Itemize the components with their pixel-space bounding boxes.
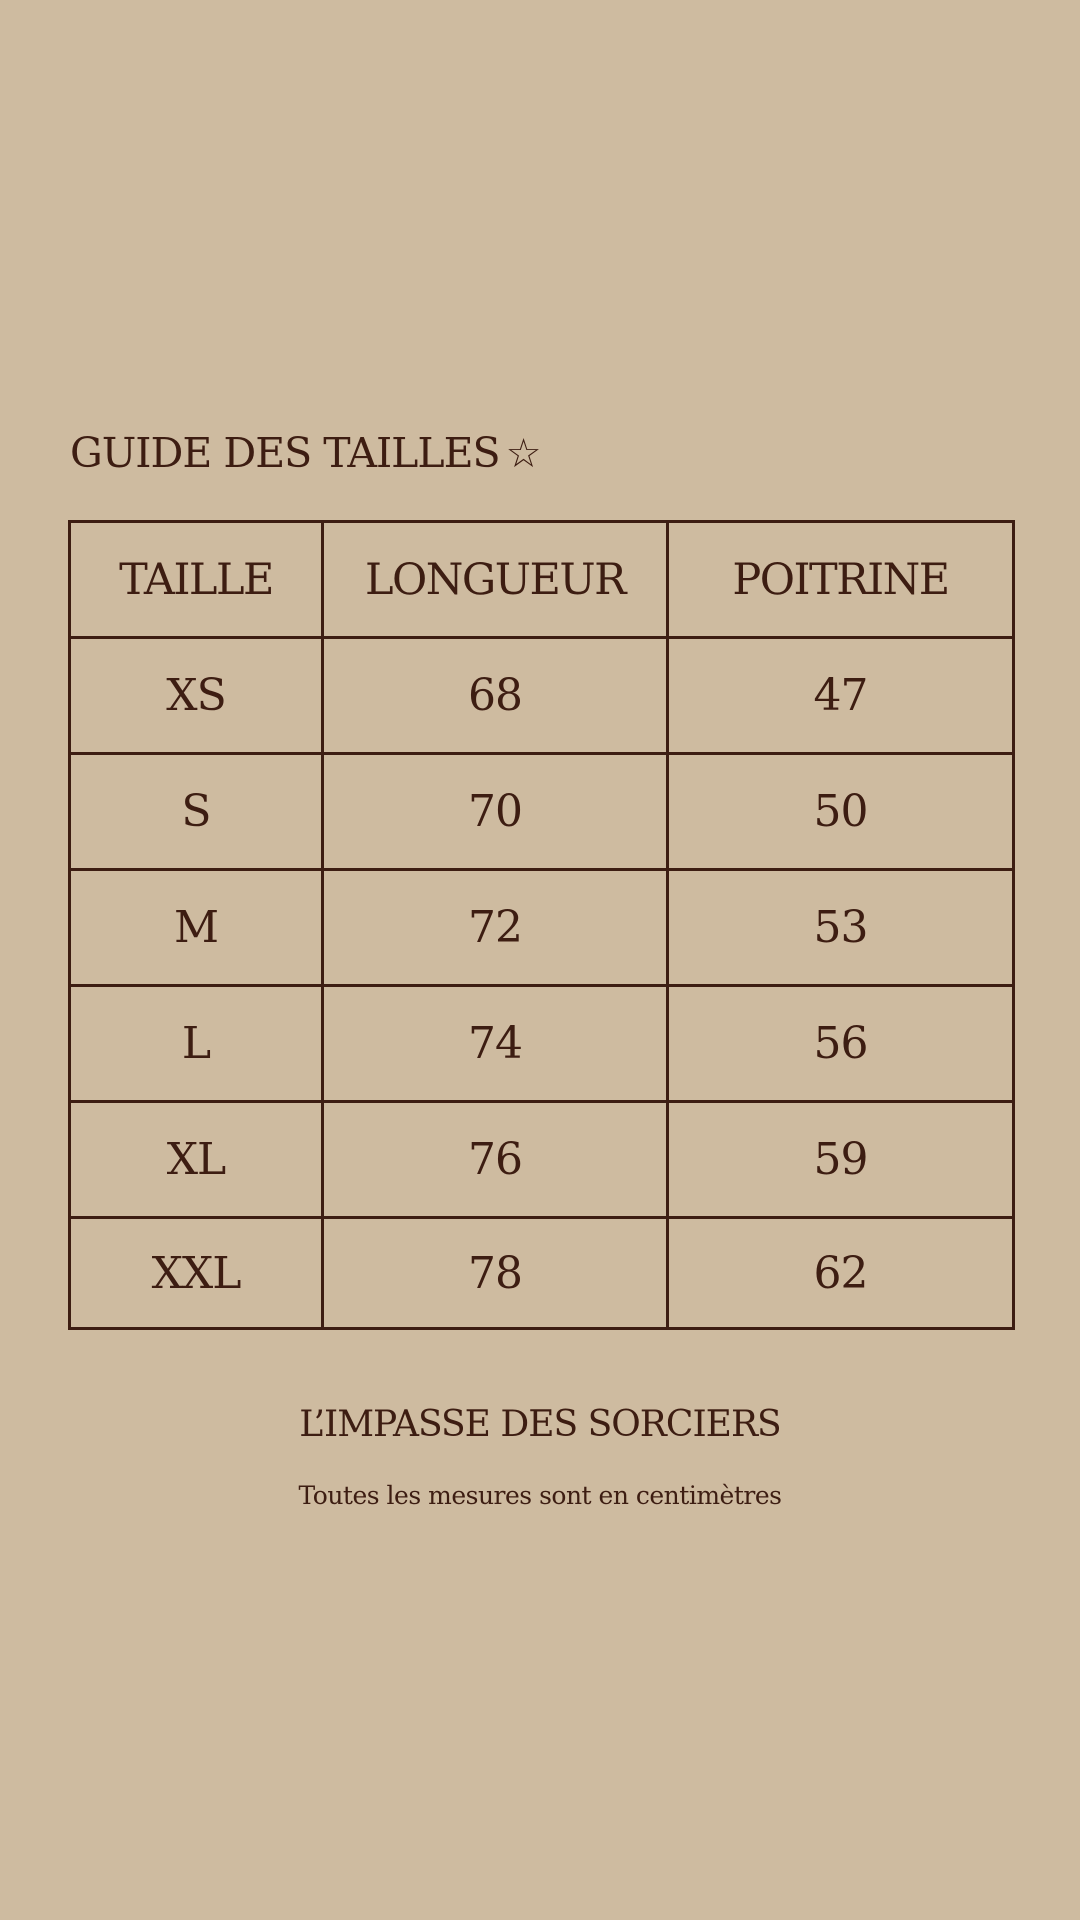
column-header-longueur: LONGUEUR xyxy=(323,522,668,638)
cell-chest: 47 xyxy=(668,638,1014,754)
star-outline-icon: ☆ xyxy=(505,431,541,478)
cell-size: XXL xyxy=(70,1218,323,1329)
cell-size: M xyxy=(70,870,323,986)
cell-size: XS xyxy=(70,638,323,754)
table-row xyxy=(70,638,1014,754)
brand-name: L’IMPASSE DES SORCIERS xyxy=(299,1404,781,1445)
cell-chest: 53 xyxy=(668,870,1014,986)
table-row xyxy=(70,986,1014,1102)
table-header-row xyxy=(70,522,1014,638)
page-title-text: GUIDE DES TAILLES xyxy=(70,429,500,478)
page-title xyxy=(70,425,541,482)
table-row xyxy=(70,1218,1014,1329)
cell-length: 68 xyxy=(323,638,668,754)
cell-length: 70 xyxy=(323,754,668,870)
cell-size: S xyxy=(70,754,323,870)
cell-size: XL xyxy=(70,1102,323,1218)
cell-chest: 56 xyxy=(668,986,1014,1102)
size-chart-table xyxy=(68,520,1015,1330)
table-row xyxy=(70,1102,1014,1218)
measurement-note: Toutes les mesures sont en centimètres xyxy=(298,1481,782,1510)
cell-size: L xyxy=(70,986,323,1102)
cell-length: 72 xyxy=(323,870,668,986)
cell-length: 74 xyxy=(323,986,668,1102)
cell-length: 78 xyxy=(323,1218,668,1329)
cell-chest: 50 xyxy=(668,754,1014,870)
column-header-poitrine: POITRINE xyxy=(668,522,1014,638)
table-row xyxy=(70,754,1014,870)
cell-chest: 62 xyxy=(668,1218,1014,1329)
cell-length: 76 xyxy=(323,1102,668,1218)
column-header-taille: TAILLE xyxy=(70,522,323,638)
cell-chest: 59 xyxy=(668,1102,1014,1218)
table-row xyxy=(70,870,1014,986)
